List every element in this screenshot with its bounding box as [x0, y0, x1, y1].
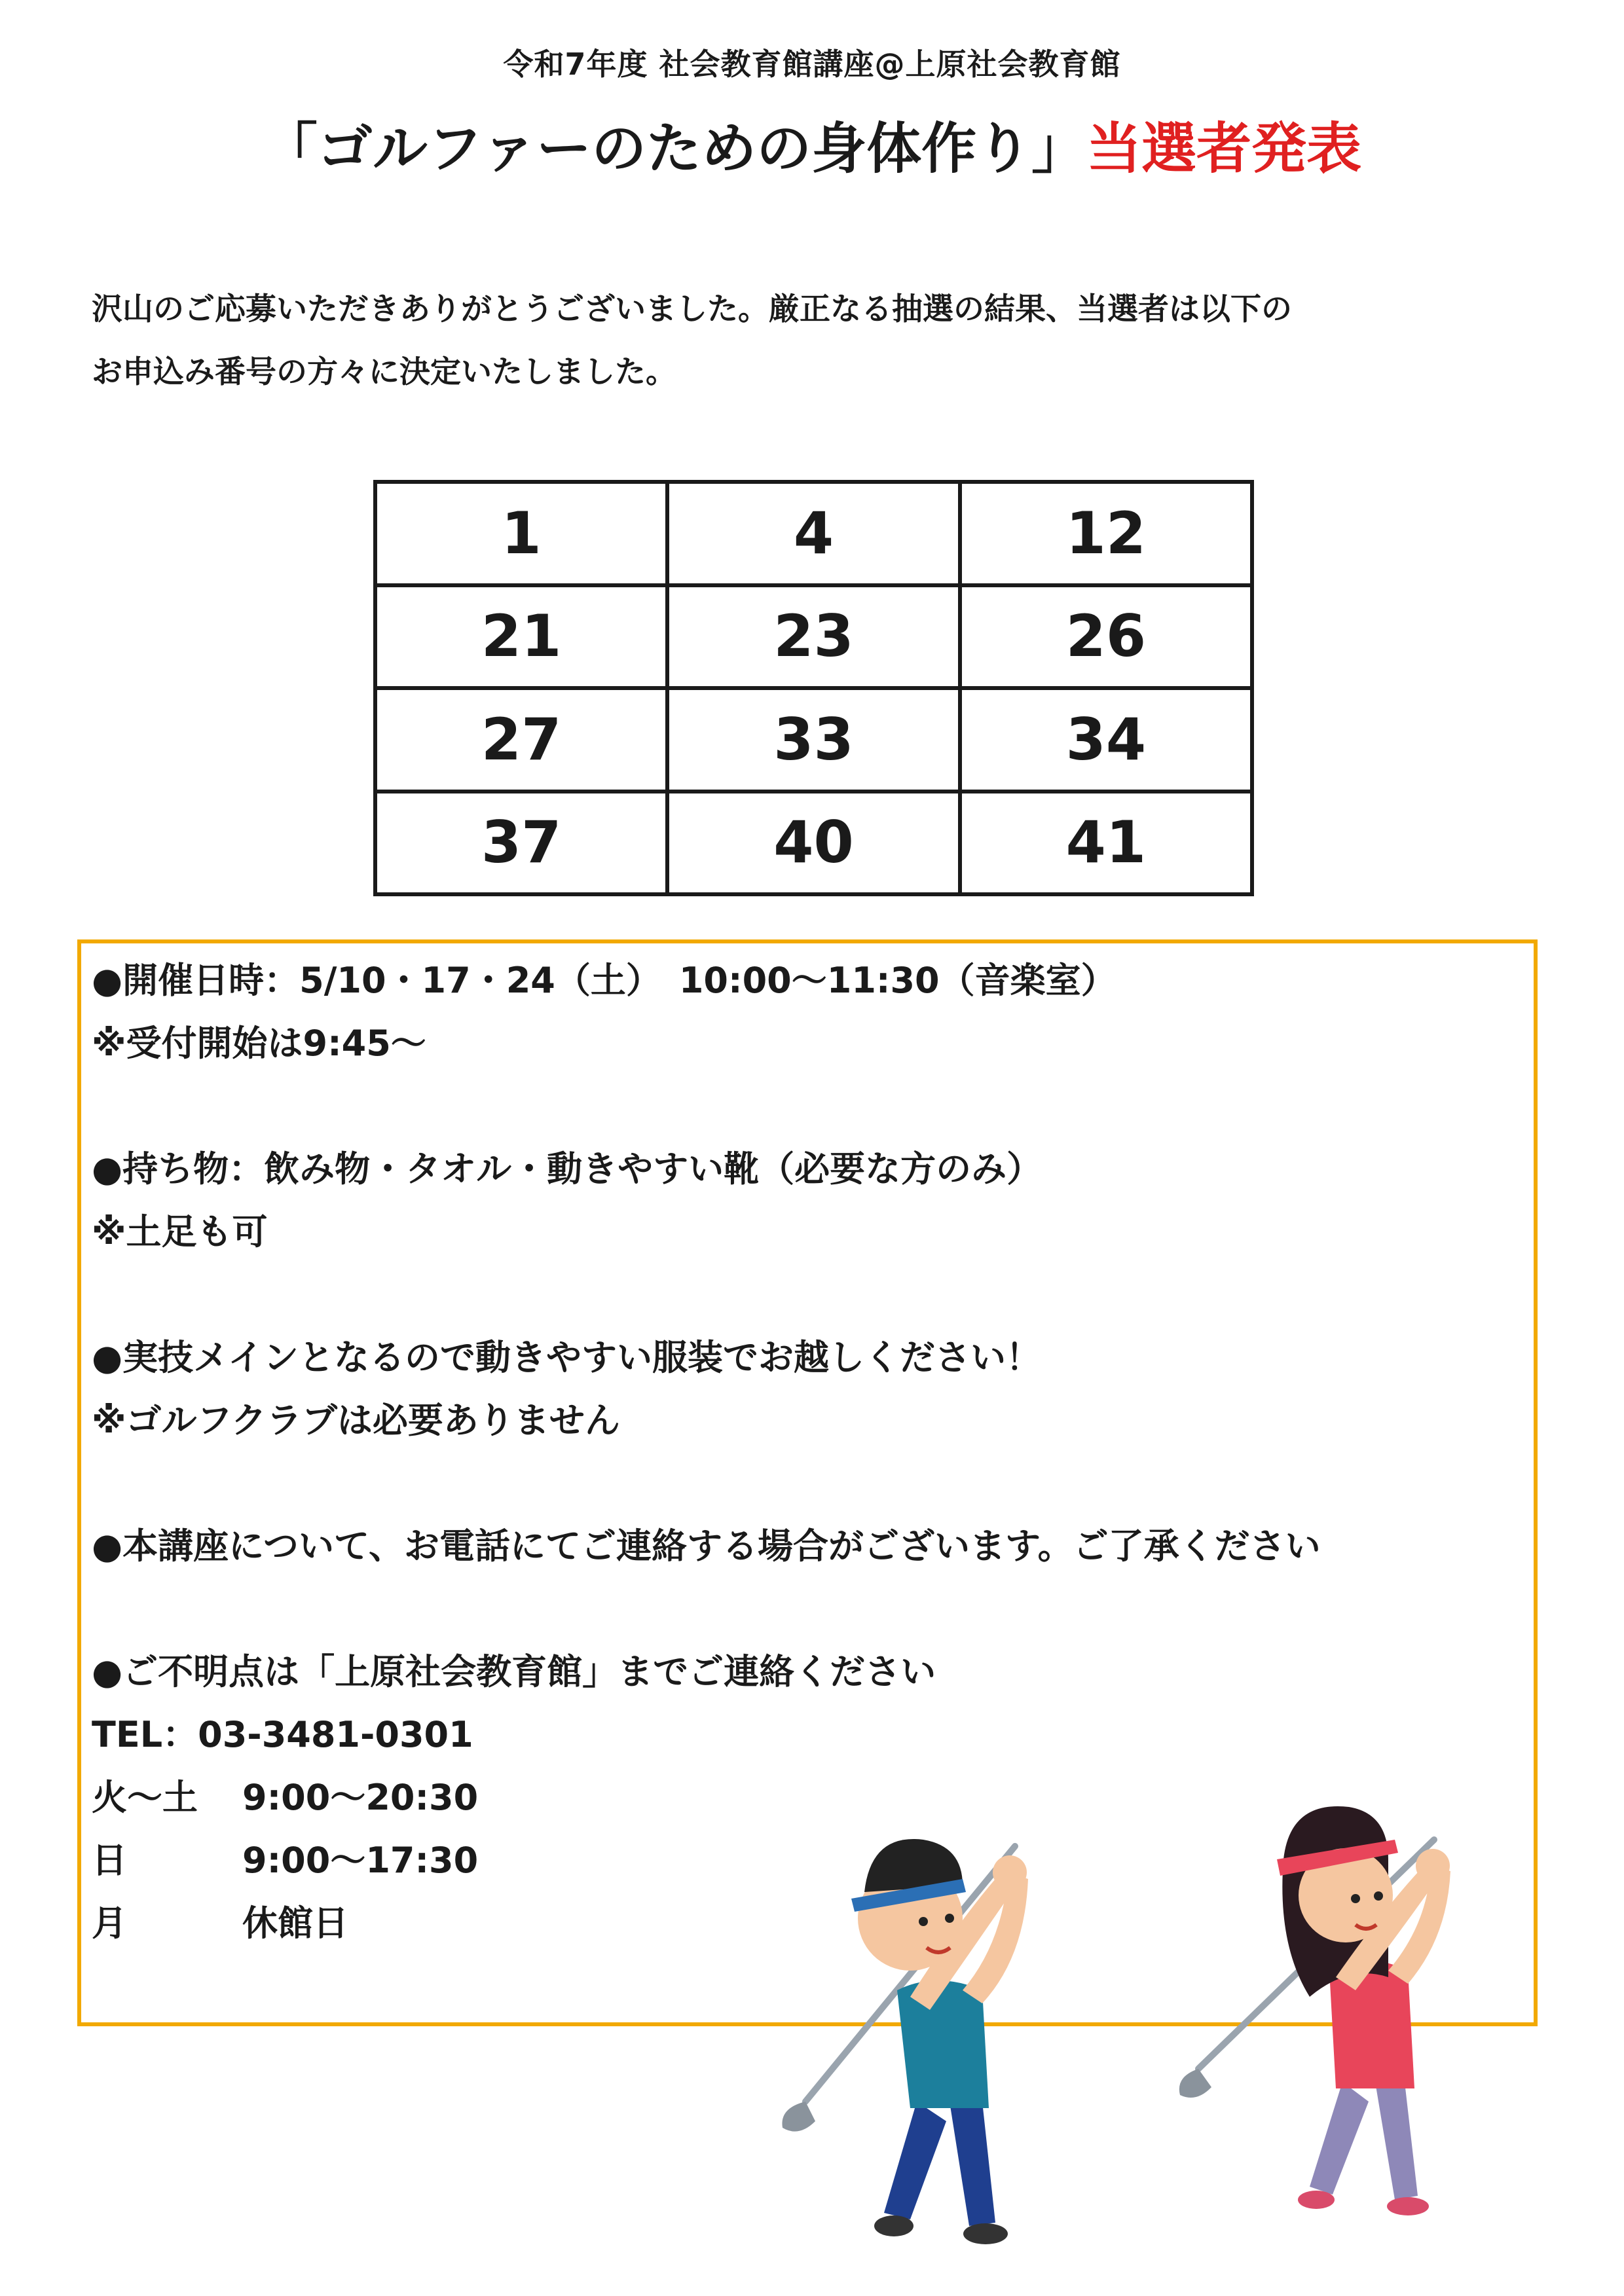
hours-day: 月	[92, 1903, 127, 1944]
clothing-text: ●実技メインとなるので動きやすい服装でお越しください！	[92, 1337, 1042, 1378]
winner-number-cell: 41	[960, 792, 1252, 895]
reception-note: ※受付開始は9:45～	[92, 1023, 426, 1064]
phone-notice: ●本講座について、お電話にてご連絡する場合がございます。ご了承ください	[92, 1525, 1321, 1567]
contact-text: ●ご不明点は「上原社会教育館」までご連絡ください	[92, 1651, 936, 1692]
hours-day: 日	[92, 1840, 127, 1881]
hours-day: 火～土	[92, 1777, 198, 1818]
golfer-woman-icon	[1179, 1781, 1506, 2252]
winner-number-cell: 23	[667, 585, 959, 689]
schedule-text: ●開催日時：5/10・17・24（土） 10:00～11:30（音楽室）	[92, 960, 1116, 1001]
winner-number-cell: 12	[960, 482, 1252, 585]
shoes-note: ※土足も可	[92, 1211, 268, 1252]
table-row	[375, 688, 1252, 792]
winner-number-cell: 27	[375, 688, 667, 792]
club-note: ※ゴルフクラブは必要ありません	[92, 1400, 620, 1441]
table-row	[375, 585, 1252, 689]
winner-number-cell: 34	[960, 688, 1252, 792]
winner-number-cell: 40	[667, 792, 959, 895]
winner-number-cell: 1	[375, 482, 667, 585]
winner-number-cell: 21	[375, 585, 667, 689]
page-subtitle: 令和7年度 社会教育館講座@上原社会教育館	[503, 46, 1121, 82]
intro-line: お申込み番号の方々に決定いたしました。	[92, 354, 676, 390]
hours-time: 9:00～20:30	[242, 1777, 479, 1818]
winner-number-cell: 26	[960, 585, 1252, 689]
title-main: 「ゴルファーのための身体作り」	[262, 117, 1087, 181]
page-title	[0, 105, 1624, 184]
hours-time: 休館日	[242, 1903, 348, 1944]
golfer-man-icon	[766, 1794, 1094, 2265]
winner-number-cell: 33	[667, 688, 959, 792]
title-highlight: 当選者発表	[1086, 117, 1362, 181]
hours-time: 9:00～17:30	[242, 1840, 479, 1881]
intro-text	[92, 278, 1532, 404]
winner-number-cell: 37	[375, 792, 667, 895]
items-text: ●持ち物：飲み物・タオル・動きやすい靴（必要な方のみ）	[92, 1148, 1043, 1190]
tel-number: TEL：03-3481-0301	[92, 1714, 473, 1755]
winner-number-table	[373, 480, 1254, 896]
winner-number-cell: 4	[667, 482, 959, 585]
intro-line: 沢山のご応募いただきありがとうございました。厳正なる抽選の結果、当選者は以下の	[92, 291, 1292, 327]
table-row	[375, 482, 1252, 585]
table-row	[375, 792, 1252, 895]
